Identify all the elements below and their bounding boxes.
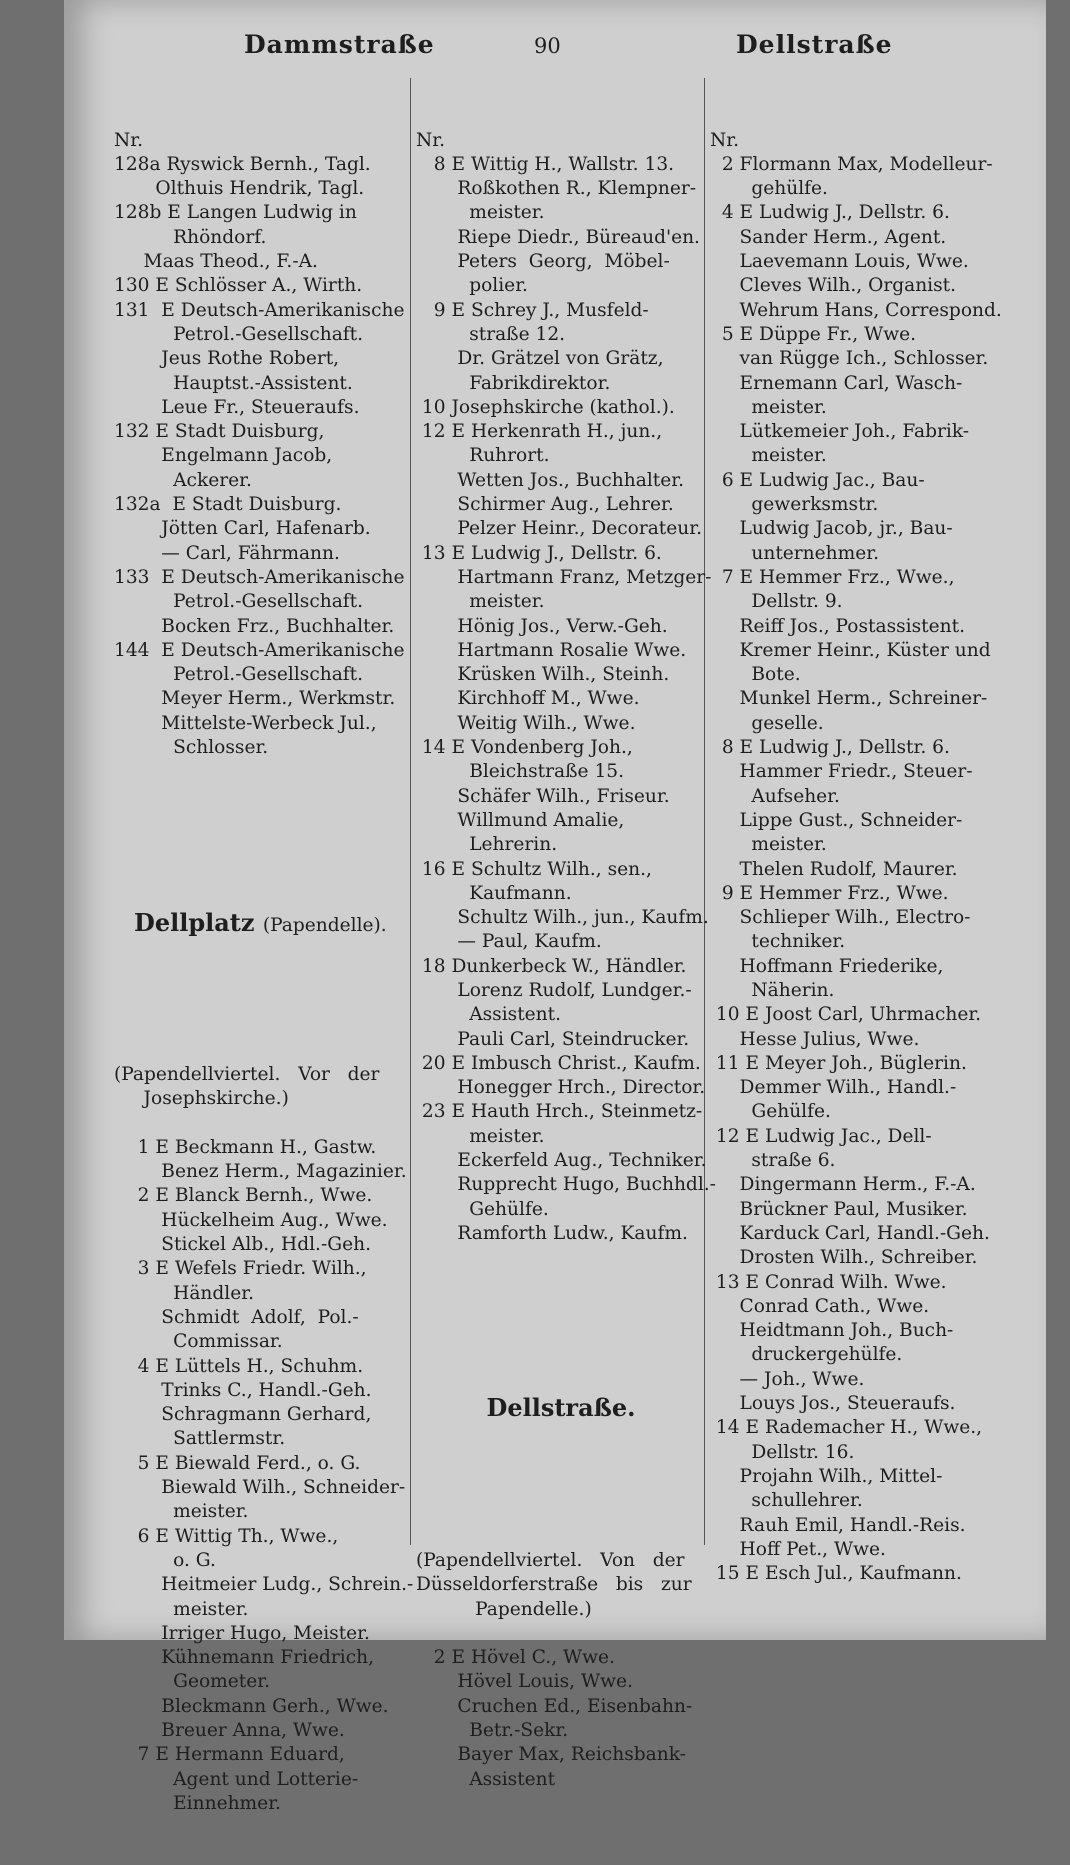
entry-line: Petrol.-Gesellschaft.	[114, 591, 364, 613]
section-subtitle: (Papendelle).	[262, 914, 387, 936]
entry-line: van Rügge Ich., Schlosser.	[710, 348, 989, 370]
entry-line: druckergehülfe.	[710, 1344, 903, 1366]
entry-line: Ludwig Jacob, jr., Bau-	[710, 518, 953, 540]
entry-line: 7 E Hermann Eduard,	[114, 1744, 345, 1766]
entry-line: Schmidt Adolf, Pol.-	[114, 1306, 359, 1328]
entry-line: 10 Josephskirche (kathol.).	[416, 396, 675, 418]
entry-line: Bocken Frz., Buchhalter.	[114, 615, 395, 637]
entry-line: 6 E Wittig Th., Wwe.,	[114, 1525, 339, 1547]
entry-line: Einnehmer.	[114, 1792, 281, 1814]
entry-line: 14 E Rademacher H., Wwe.,	[710, 1417, 983, 1439]
entry-line: Roßkothen R., Klempner-	[416, 178, 697, 200]
entry-line: Fabrikdirektor.	[416, 372, 611, 394]
entry-line: Biewald Wilh., Schneider-	[114, 1477, 406, 1499]
entry-line: Ramforth Ludw., Kaufm.	[416, 1222, 688, 1244]
entry-line: 9 E Schrey J., Musfeld-	[416, 299, 649, 321]
entry-line: Sattlermstr.	[114, 1428, 286, 1450]
entry-line: 131 E Deutsch-Amerikanische	[114, 299, 405, 321]
entry-line: — Joh., Wwe.	[710, 1368, 865, 1390]
entry-line: 12 E Ludwig Jac., Dell-	[710, 1125, 932, 1147]
entry-line: Dr. Grätzel von Grätz,	[416, 348, 664, 370]
entry-line: Meyer Herm., Werkmstr.	[114, 688, 396, 710]
entry-line: Papendelle.)	[416, 1598, 592, 1620]
entry-line: — Paul, Kaufm.	[416, 931, 602, 953]
page-number: 90	[534, 34, 561, 58]
entry-line: Geometer.	[114, 1671, 271, 1693]
entry-line: 5 E Biewald Ferd., o. G.	[114, 1452, 361, 1474]
entry-line: 16 E Schultz Wilh., sen.,	[416, 858, 652, 880]
entry-line: Kühnemann Friedrich,	[114, 1647, 375, 1669]
entry-line: Sander Herm., Agent.	[710, 226, 947, 248]
entry-line: 10 E Joost Carl, Uhrmacher.	[710, 1004, 982, 1026]
entry-line: Kirchhoff M., Wwe.	[416, 688, 640, 710]
entry-line	[416, 1622, 706, 1646]
entry-line: meister.	[710, 834, 827, 856]
entry-line: o. G.	[114, 1549, 216, 1571]
entry-line: Rhöndorf.	[114, 226, 267, 248]
entry-line: Demmer Wilh., Handl.-	[710, 1077, 957, 1099]
entry-line: Krüsken Wilh., Steinh.	[416, 664, 670, 686]
entry-line: Dellstr. 9.	[710, 591, 843, 613]
entry-line: polier.	[416, 275, 528, 297]
entry-line: Conrad Cath., Wwe.	[710, 1295, 930, 1317]
column-3	[710, 80, 1010, 1640]
entry-line: Honegger Hrch., Director.	[416, 1077, 706, 1099]
entry-line: 8 E Wittig H., Wallstr. 13.	[416, 153, 675, 175]
entry-line: Nr.	[710, 129, 740, 151]
entry-line: 6 E Ludwig Jac., Bau-	[710, 469, 925, 491]
entry-line: 20 E Imbusch Christ., Kaufm.	[416, 1052, 701, 1074]
section-heading-dellplatz	[114, 906, 414, 942]
entry-line: 4 E Lüttels H., Schuhm.	[114, 1355, 364, 1377]
entry-line: Schäfer Wilh., Friseur.	[416, 785, 670, 807]
entry-line: Willmund Amalie,	[416, 809, 625, 831]
entry-line: Hesse Julius, Wwe.	[710, 1028, 920, 1050]
entry-line: 15 E Esch Jul., Kaufmann.	[710, 1563, 962, 1585]
entry-line: Lütkemeier Joh., Fabrik-	[710, 421, 970, 443]
entry-line: Riepe Diedr., Büreaud'en.	[416, 226, 700, 248]
entry-line: 11 E Meyer Joh., Büglerin.	[710, 1052, 967, 1074]
entry-line: 1 E Beckmann H., Gastw.	[114, 1136, 377, 1158]
entry-line: Lorenz Rudolf, Lundger.-	[416, 979, 692, 1001]
entry-line: meister.	[416, 202, 545, 224]
entry-line: geselle.	[710, 712, 824, 734]
entry-line: straße 12.	[416, 323, 566, 345]
entry-line: 8 E Ludwig J., Dellstr. 6.	[710, 737, 950, 759]
entry-line: Bote.	[710, 664, 801, 686]
entry-line: Kremer Heinr., Küster und	[710, 639, 991, 661]
entry-line: Trinks C., Handl.-Geh.	[114, 1379, 372, 1401]
entry-line: Bleckmann Gerh., Wwe.	[114, 1695, 389, 1717]
entry-line: — Carl, Fährmann.	[114, 542, 340, 564]
section-heading-dellstrasse: Dellstraße.	[486, 1393, 636, 1423]
entry-line: Projahn Wilh., Mittel-	[710, 1465, 943, 1487]
entry-line: Jeus Rothe Robert,	[114, 348, 340, 370]
entry-line: Aufseher.	[710, 785, 840, 807]
entry-line: Gehülfe.	[710, 1101, 831, 1123]
entry-line: Jötten Carl, Hafenarb.	[114, 518, 371, 540]
entry-line: Hartmann Rosalie Wwe.	[416, 639, 687, 661]
entry-line: Petrol.-Gesellschaft.	[114, 664, 364, 686]
entry-line: (Papendellviertel. Von der	[416, 1549, 685, 1571]
entry-line: 130 E Schlösser A., Wirth.	[114, 275, 363, 297]
entry-line: Thelen Rudolf, Maurer.	[710, 858, 958, 880]
entry-line: 9 E Hemmer Frz., Wwe.	[710, 882, 949, 904]
entry-line: 2 E Blanck Bernh., Wwe.	[114, 1185, 373, 1207]
entry-line: Reiff Jos., Postassistent.	[710, 615, 966, 637]
entry-line: Hammer Friedr., Steuer-	[710, 761, 973, 783]
entry-line: (Papendellviertel. Vor der	[114, 1063, 380, 1085]
entry-line: Ackerer.	[114, 469, 252, 491]
entry-line: Bleichstraße 15.	[416, 761, 625, 783]
entry-line: Weitig Wilh., Wwe.	[416, 712, 636, 734]
entry-line: Peters Georg, Möbel-	[416, 251, 670, 273]
entry-line: Bayer Max, Reichsbank-	[416, 1744, 686, 1766]
entry-line: Cleves Wilh., Organist.	[710, 275, 957, 297]
section-title: Dellplatz	[134, 907, 255, 937]
header-left-street: Dammstraße	[244, 30, 435, 59]
entry-line: Wetten Jos., Buchhalter.	[416, 469, 684, 491]
entry-line: Lippe Gust., Schneider-	[710, 809, 963, 831]
entry-line: gehülfe.	[710, 178, 828, 200]
entry-line: Heitmeier Ludg., Schrein.-	[114, 1574, 414, 1596]
page-header	[64, 30, 1046, 70]
entry-line: Schlieper Wilh., Electro-	[710, 907, 971, 929]
entry-line: Assistent.	[416, 1004, 562, 1026]
dellstrasse-entries	[416, 1549, 706, 1792]
entry-line: 13 E Conrad Wilh. Wwe.	[710, 1271, 947, 1293]
entry-line: Betr.-Sekr.	[416, 1720, 569, 1741]
entry-line: Kaufmann.	[416, 882, 572, 904]
entry-line: Karduck Carl, Handl.-Geh.	[710, 1222, 990, 1244]
entry-line: Irriger Hugo, Meister.	[114, 1622, 370, 1644]
entry-line: Maas Theod., F.-A.	[114, 251, 318, 273]
entry-line: straße 6.	[710, 1150, 836, 1172]
entry-line: meister.	[416, 591, 545, 613]
entry-line: gewerksmstr.	[710, 494, 879, 516]
column-1-entries	[114, 129, 414, 761]
entry-line: Dellstr. 16.	[710, 1441, 855, 1463]
entry-line	[114, 1112, 414, 1136]
entry-line: Louys Jos., Steueraufs.	[710, 1393, 956, 1415]
entry-line: Olthuis Hendrik, Tagl.	[114, 178, 365, 200]
entry-line: 5 E Düppe Fr., Wwe.	[710, 323, 917, 345]
entry-line: 2 E Hövel C., Wwe.	[416, 1647, 615, 1669]
entry-line: Schlosser.	[114, 737, 269, 759]
entry-line: Assistent	[416, 1768, 556, 1790]
entry-line: 12 E Herkenrath H., jun.,	[416, 421, 663, 443]
entry-line: 13 E Ludwig J., Dellstr. 6.	[416, 542, 662, 564]
entry-line: Brückner Paul, Musiker.	[710, 1198, 968, 1220]
entry-line: Hoff Pet., Wwe.	[710, 1538, 886, 1560]
entry-line: Lehrerin.	[416, 834, 558, 856]
entry-line: Näherin.	[710, 979, 835, 1001]
entry-line: Agent und Lotterie-	[114, 1768, 359, 1790]
entry-line: meister.	[710, 396, 827, 418]
entry-line: 128a Ryswick Bernh., Tagl.	[114, 153, 371, 175]
dellplatz-entries	[114, 1063, 414, 1816]
entry-line: 23 E Hauth Hrch., Steinmetz-	[416, 1101, 703, 1123]
entry-line: Drosten Wilh., Schreiber.	[710, 1247, 978, 1269]
column-3-entries	[710, 129, 1010, 1587]
column-1	[114, 80, 414, 1814]
entry-line: Dingermann Herm., F.-A.	[710, 1174, 976, 1196]
entry-line: Petrol.-Gesellschaft.	[114, 323, 364, 345]
header-right-street: Dellstraße	[736, 30, 893, 59]
entry-line: Commissar.	[114, 1331, 283, 1353]
entry-line: Nr.	[416, 129, 446, 151]
column-2-entries	[416, 129, 716, 1247]
entry-line: Hövel Louis, Wwe.	[416, 1671, 633, 1693]
entry-line: 144 E Deutsch-Amerikanische	[114, 639, 405, 661]
entry-line: Hönig Jos., Verw.-Geh.	[416, 615, 668, 637]
entry-line: Eckerfeld Aug., Techniker.	[416, 1150, 707, 1172]
entry-line: Ruhrort.	[416, 445, 550, 467]
entry-line: Düsseldorferstraße bis zur	[416, 1574, 692, 1596]
entry-line: Mittelste-Werbeck Jul.,	[114, 712, 377, 734]
entry-line: Hoffmann Friederike,	[710, 955, 944, 977]
entry-line: Breuer Anna, Wwe.	[114, 1720, 345, 1741]
entry-line: Schirmer Aug., Lehrer.	[416, 494, 674, 516]
entry-line: meister.	[114, 1598, 249, 1620]
entry-line: meister.	[114, 1501, 249, 1523]
entry-line: 18 Dunkerbeck W., Händler.	[416, 955, 687, 977]
entry-line: 7 E Hemmer Frz., Wwe.,	[710, 566, 955, 588]
entry-line: Nr.	[114, 129, 144, 151]
entry-line: 132a E Stadt Duisburg.	[114, 494, 342, 516]
entry-line: unternehmer.	[710, 542, 880, 564]
entry-line: schullehrer.	[710, 1490, 863, 1512]
entry-line: 4 E Ludwig J., Dellstr. 6.	[710, 202, 950, 224]
entry-line: Heidtmann Joh., Buch-	[710, 1320, 954, 1342]
entry-line: Händler.	[114, 1282, 254, 1304]
entry-line: 132 E Stadt Duisburg,	[114, 421, 325, 443]
entry-line: Gehülfe.	[416, 1198, 549, 1220]
entry-line: Rupprecht Hugo, Buchhdl.-	[416, 1174, 716, 1196]
entry-line: 2 Flormann Max, Modelleur-	[710, 153, 993, 175]
entry-line: Engelmann Jacob,	[114, 445, 333, 467]
entry-line: Ernemann Carl, Wasch-	[710, 372, 963, 394]
entry-line: Hartmann Franz, Metzger-	[416, 566, 712, 588]
entry-line: Cruchen Ed., Eisenbahn-	[416, 1695, 693, 1717]
entry-line: 14 E Vondenberg Joh.,	[416, 737, 633, 759]
entry-line: Benez Herm., Magazinier.	[114, 1161, 407, 1183]
entry-line: Josephskirche.)	[114, 1088, 289, 1110]
entry-line: Stickel Alb., Hdl.-Geh.	[114, 1234, 371, 1256]
entry-line: techniker.	[710, 931, 846, 953]
entry-line: 128b E Langen Ludwig in	[114, 202, 357, 224]
entry-line: Leue Fr., Steueraufs.	[114, 396, 360, 418]
entry-line: Rauh Emil, Handl.-Reis.	[710, 1514, 966, 1536]
entry-line: Schultz Wilh., jun., Kaufm.	[416, 907, 709, 929]
entry-line: Hückelheim Aug., Wwe.	[114, 1209, 388, 1231]
entry-line: Laevemann Louis, Wwe.	[710, 251, 969, 273]
directory-page	[64, 0, 1046, 1814]
entry-line: meister.	[710, 445, 827, 467]
entry-line: Hauptst.-Assistent.	[114, 372, 353, 394]
entry-line: Wehrum Hans, Correspond.	[710, 299, 1002, 321]
entry-line: 3 E Wefels Friedr. Wilh.,	[114, 1258, 367, 1280]
entry-line: Pauli Carl, Steindrucker.	[416, 1028, 690, 1050]
entry-line: 133 E Deutsch-Amerikanische	[114, 566, 405, 588]
entry-line: Schragmann Gerhard,	[114, 1404, 372, 1426]
column-2	[416, 80, 716, 1790]
entry-line: Pelzer Heinr., Decorateur.	[416, 518, 703, 540]
entry-line: Munkel Herm., Schreiner-	[710, 688, 988, 710]
entry-line: meister.	[416, 1125, 545, 1147]
